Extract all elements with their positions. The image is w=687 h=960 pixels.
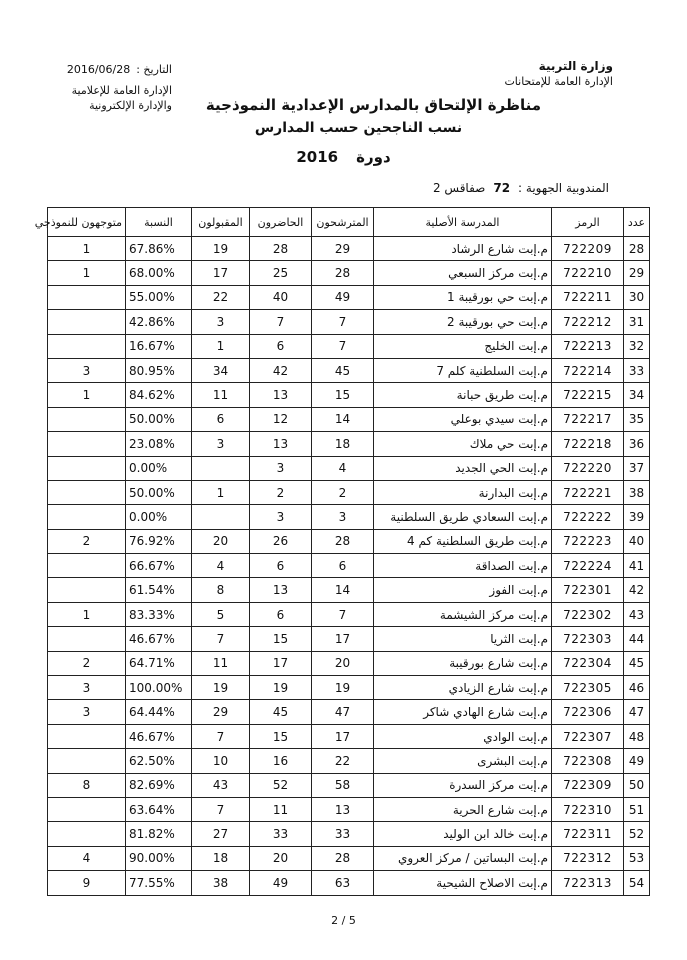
cell-code: 722210 [552,261,624,285]
cell-rate: 84.62% [126,383,192,407]
table-row [48,554,650,578]
table-row [48,602,650,626]
cell-oriented [48,797,126,821]
cell-rate: 0.00% [126,505,192,529]
cell-present: 7 [250,310,312,334]
cell-present: 28 [250,237,312,261]
cell-idx: 39 [624,505,650,529]
cell-idx: 45 [624,651,650,675]
cell-admitted: 43 [192,773,250,797]
cell-idx: 35 [624,407,650,431]
cell-rate: 66.67% [126,554,192,578]
cell-candidates: 58 [312,773,374,797]
cell-oriented [48,310,126,334]
cell-admitted: 29 [192,700,250,724]
cell-present: 3 [250,456,312,480]
cell-code: 722310 [552,797,624,821]
cell-code: 722311 [552,822,624,846]
date-label: التاريخ : [136,63,172,76]
cell-candidates: 15 [312,383,374,407]
cell-rate: 82.69% [126,773,192,797]
cell-admitted [192,456,250,480]
cell-candidates: 19 [312,676,374,700]
cell-code: 722224 [552,554,624,578]
cell-idx: 49 [624,749,650,773]
cell-admitted: 27 [192,822,250,846]
date-value: 2016/06/28 [66,63,131,76]
table-row [48,578,650,602]
cell-code: 722306 [552,700,624,724]
cell-school: م.إبت شارع الرشاد [374,237,552,261]
cell-idx: 33 [624,358,650,382]
cell-oriented [48,578,126,602]
cell-oriented [48,724,126,748]
cell-idx: 38 [624,480,650,504]
table-row [48,724,650,748]
cell-rate: 81.82% [126,822,192,846]
cell-admitted: 4 [192,554,250,578]
cell-admitted: 7 [192,797,250,821]
cell-candidates: 33 [312,822,374,846]
cell-admitted: 22 [192,285,250,309]
cell-idx: 54 [624,871,650,895]
cell-code: 722222 [552,505,624,529]
cell-rate: 62.50% [126,749,192,773]
cell-candidates: 45 [312,358,374,382]
table-row [48,700,650,724]
table-row [48,432,650,456]
session-line [0,148,687,166]
cell-present: 13 [250,383,312,407]
sender-line-1: الإدارة العامة للإعلامية [71,84,172,97]
table-row [48,846,650,870]
cell-admitted: 10 [192,749,250,773]
table-row [48,797,650,821]
table-row [48,749,650,773]
cell-present: 26 [250,529,312,553]
cell-candidates: 7 [312,334,374,358]
cell-oriented: 3 [48,676,126,700]
cell-present: 3 [250,505,312,529]
cell-candidates: 18 [312,432,374,456]
cell-rate: 46.67% [126,627,192,651]
table-row [48,310,650,334]
cell-oriented [48,627,126,651]
cell-present: 19 [250,676,312,700]
cell-code: 722308 [552,749,624,773]
cell-code: 722218 [552,432,624,456]
cell-admitted: 1 [192,480,250,504]
cell-school: م.إبت شارع الحرية [374,797,552,821]
cell-candidates: 28 [312,261,374,285]
cell-candidates: 14 [312,578,374,602]
cell-idx: 40 [624,529,650,553]
cell-idx: 47 [624,700,650,724]
cell-school: م.إبت مركز السبعي [374,261,552,285]
cell-code: 722215 [552,383,624,407]
cell-oriented [48,456,126,480]
cell-school: م.إبت حي ملاك [374,432,552,456]
cell-oriented: 3 [48,358,126,382]
cell-code: 722217 [552,407,624,431]
table-row [48,627,650,651]
cell-candidates: 49 [312,285,374,309]
cell-rate: 63.64% [126,797,192,821]
cell-code: 722214 [552,358,624,382]
table-row [48,822,650,846]
cell-oriented [48,822,126,846]
cell-rate: 42.86% [126,310,192,334]
cell-rate: 80.95% [126,358,192,382]
header-candidates: المترشحون [312,208,374,237]
table-row [48,334,650,358]
cell-oriented: 8 [48,773,126,797]
cell-oriented: 1 [48,602,126,626]
cell-present: 13 [250,432,312,456]
cell-code: 722304 [552,651,624,675]
cell-code: 722307 [552,724,624,748]
cell-school: م.إبت الصداقة [374,554,552,578]
header-oriented: متوجهون للنموذجي [48,208,126,237]
cell-school: م.إبت الحي الجديد [374,456,552,480]
session-label: دورة [356,148,391,166]
cell-code: 722309 [552,773,624,797]
cell-present: 33 [250,822,312,846]
cell-candidates: 28 [312,529,374,553]
cell-admitted: 17 [192,261,250,285]
cell-rate: 46.67% [126,724,192,748]
cell-school: م.إبت الوادي [374,724,552,748]
cell-candidates: 63 [312,871,374,895]
cell-rate: 76.92% [126,529,192,553]
cell-candidates: 17 [312,724,374,748]
cell-admitted: 11 [192,383,250,407]
table-row [48,237,650,261]
cell-oriented: 3 [48,700,126,724]
cell-rate: 23.08% [126,432,192,456]
cell-school: م.إبت طريق السلطنية كم 4 [374,529,552,553]
table-row [48,773,650,797]
table-row [48,456,650,480]
cell-code: 722302 [552,602,624,626]
region-label: المندوبية الجهوية : [518,181,609,195]
cell-rate: 61.54% [126,578,192,602]
date-line [62,62,172,77]
cell-school: م.إبت شارع الزيادي [374,676,552,700]
cell-oriented [48,334,126,358]
cell-admitted: 20 [192,529,250,553]
cell-candidates: 22 [312,749,374,773]
cell-present: 49 [250,871,312,895]
cell-admitted: 34 [192,358,250,382]
cell-rate: 64.71% [126,651,192,675]
cell-code: 722220 [552,456,624,480]
cell-rate: 55.00% [126,285,192,309]
header-admitted: المقبولون [192,208,250,237]
cell-oriented [48,749,126,773]
cell-admitted: 18 [192,846,250,870]
session-year: 2016 [296,148,339,166]
cell-school: م.إبت الخليج [374,334,552,358]
cell-code: 722212 [552,310,624,334]
cell-oriented: 2 [48,651,126,675]
cell-candidates: 6 [312,554,374,578]
table-row [48,651,650,675]
sender-line-2: والإدارة الإلكترونية [89,99,172,112]
cell-idx: 51 [624,797,650,821]
cell-oriented [48,432,126,456]
table-row [48,871,650,895]
cell-admitted: 3 [192,432,250,456]
cell-code: 722221 [552,480,624,504]
cell-present: 6 [250,554,312,578]
cell-oriented: 4 [48,846,126,870]
table-row [48,383,650,407]
cell-school: م.إبت حي بورقيبة 1 [374,285,552,309]
cell-code: 722209 [552,237,624,261]
cell-code: 722303 [552,627,624,651]
cell-idx: 41 [624,554,650,578]
cell-admitted: 19 [192,237,250,261]
cell-candidates: 13 [312,797,374,821]
cell-candidates: 3 [312,505,374,529]
cell-admitted: 19 [192,676,250,700]
cell-oriented [48,505,126,529]
cell-candidates: 7 [312,310,374,334]
table-row [48,407,650,431]
cell-idx: 44 [624,627,650,651]
cell-oriented: 1 [48,383,126,407]
cell-idx: 52 [624,822,650,846]
document-subtitle: نسب الناجحين حسب المدارس [254,120,463,136]
cell-idx: 43 [624,602,650,626]
cell-present: 25 [250,261,312,285]
cell-idx: 42 [624,578,650,602]
cell-oriented: 1 [48,237,126,261]
cell-oriented: 2 [48,529,126,553]
header-rate: النسبة [126,208,192,237]
table-row [48,480,650,504]
cell-rate: 77.55% [126,871,192,895]
cell-present: 6 [250,334,312,358]
cell-idx: 36 [624,432,650,456]
header-code: الرمز [552,208,624,237]
table-header-row [48,208,650,237]
cell-school: م.إبت الثريا [374,627,552,651]
cell-rate: 64.44% [126,700,192,724]
cell-idx: 30 [624,285,650,309]
cell-present: 17 [250,651,312,675]
cell-idx: 37 [624,456,650,480]
cell-code: 722211 [552,285,624,309]
cell-school: م.إبت طريق حبانة [374,383,552,407]
ministry-name: وزارة التربية [538,59,613,73]
cell-oriented: 9 [48,871,126,895]
cell-school: م.إبت الاصلاح الشيحية [374,871,552,895]
cell-idx: 31 [624,310,650,334]
cell-admitted: 1 [192,334,250,358]
department-name: الإدارة العامة للإمتحانات [504,75,613,88]
region-code: 72 [493,181,511,195]
cell-school: م.إبت البدارنة [374,480,552,504]
table-row [48,505,650,529]
table-row [48,285,650,309]
cell-present: 2 [250,480,312,504]
cell-oriented [48,285,126,309]
cell-rate: 50.00% [126,480,192,504]
cell-rate: 90.00% [126,846,192,870]
cell-idx: 46 [624,676,650,700]
cell-school: م.إبت البشرى [374,749,552,773]
cell-code: 722305 [552,676,624,700]
cell-rate: 16.67% [126,334,192,358]
region-name: صفاقس 2 [432,181,486,195]
cell-idx: 29 [624,261,650,285]
cell-candidates: 28 [312,846,374,870]
cell-idx: 48 [624,724,650,748]
cell-idx: 28 [624,237,650,261]
title-block [0,96,687,166]
cell-present: 52 [250,773,312,797]
cell-present: 20 [250,846,312,870]
cell-present: 40 [250,285,312,309]
cell-candidates: 29 [312,237,374,261]
cell-admitted: 11 [192,651,250,675]
header-present: الحاضرون [250,208,312,237]
cell-school: م.إبت مركز الشيشمة [374,602,552,626]
cell-admitted: 3 [192,310,250,334]
header-school: المدرسة الأصلية [374,208,552,237]
cell-candidates: 20 [312,651,374,675]
cell-idx: 32 [624,334,650,358]
cell-school: م.إبت البساتين / مركز العروي [374,846,552,870]
cell-present: 16 [250,749,312,773]
cell-school: م.إبت شارع بورقيبة [374,651,552,675]
cell-admitted: 7 [192,724,250,748]
cell-present: 15 [250,724,312,748]
cell-school: م.إبت خالد ابن الوليد [374,822,552,846]
cell-present: 11 [250,797,312,821]
cell-rate: 83.33% [126,602,192,626]
cell-rate: 100.00% [126,676,192,700]
cell-admitted: 5 [192,602,250,626]
cell-rate: 68.00% [126,261,192,285]
cell-rate: 50.00% [126,407,192,431]
cell-candidates: 7 [312,602,374,626]
table-row [48,261,650,285]
cell-idx: 50 [624,773,650,797]
cell-admitted: 7 [192,627,250,651]
region-line [433,181,609,195]
cell-school: م.إبت الفوز [374,578,552,602]
cell-oriented [48,554,126,578]
cell-candidates: 14 [312,407,374,431]
cell-idx: 53 [624,846,650,870]
cell-present: 13 [250,578,312,602]
cell-present: 42 [250,358,312,382]
document-title: مناظرة الإلتحاق بالمدارس الإعدادية النموذجية [205,96,542,114]
table-row [48,676,650,700]
cell-school: م.إبت السعادي طريق السلطنية [374,505,552,529]
cell-candidates: 47 [312,700,374,724]
page-number: 2 / 5 [331,914,356,927]
cell-school: م.إبت مركز السدرة [374,773,552,797]
ministry-header [504,58,613,90]
cell-school: م.إبت شارع الهادي شاكر [374,700,552,724]
cell-admitted: 6 [192,407,250,431]
cell-oriented [48,480,126,504]
cell-candidates: 2 [312,480,374,504]
cell-oriented: 1 [48,261,126,285]
cell-rate: 0.00% [126,456,192,480]
cell-code: 722312 [552,846,624,870]
cell-code: 722223 [552,529,624,553]
cell-school: م.إبت السلطنية كلم 7 [374,358,552,382]
cell-code: 722301 [552,578,624,602]
cell-admitted: 38 [192,871,250,895]
cell-school: م.إبت حي بورقيبة 2 [374,310,552,334]
cell-code: 722313 [552,871,624,895]
cell-code: 722213 [552,334,624,358]
header-idx: عدد [624,208,650,237]
cell-candidates: 4 [312,456,374,480]
cell-school: م.إبت سيدي بوعلي [374,407,552,431]
cell-present: 6 [250,602,312,626]
cell-admitted: 8 [192,578,250,602]
cell-rate: 67.86% [126,237,192,261]
table-row [48,358,650,382]
cell-candidates: 17 [312,627,374,651]
cell-present: 15 [250,627,312,651]
cell-present: 12 [250,407,312,431]
cell-oriented [48,407,126,431]
table-body [48,237,650,896]
results-table [34,207,650,896]
table-row [48,529,650,553]
cell-admitted [192,505,250,529]
cell-present: 45 [250,700,312,724]
cell-idx: 34 [624,383,650,407]
